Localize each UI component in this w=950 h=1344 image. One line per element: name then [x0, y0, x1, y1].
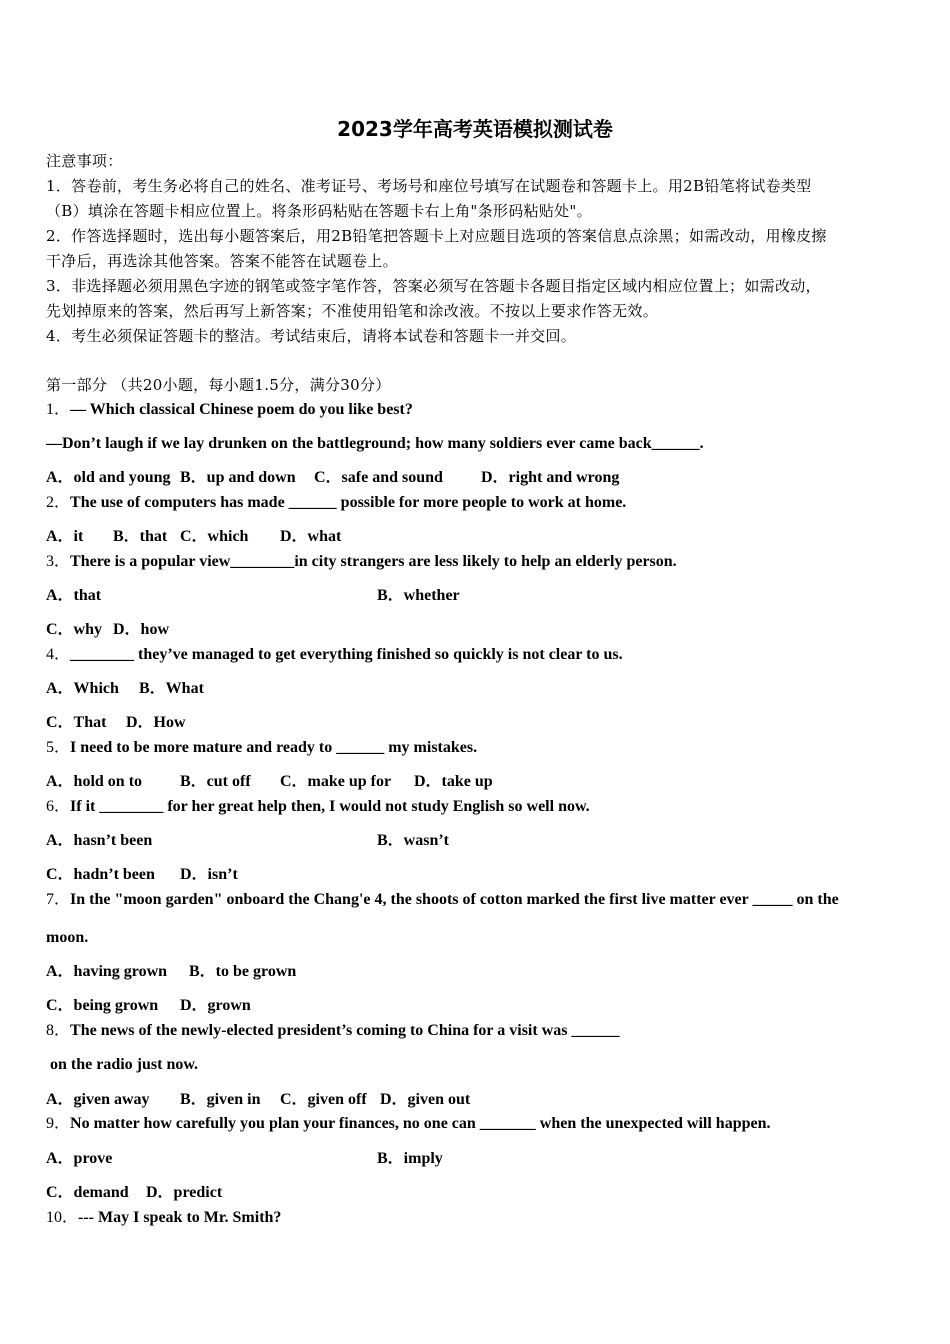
question-9: [46, 1114, 771, 1134]
question-1-line-2: —Don’t laugh if we lay drunken on the battleground; how many soldiers ever came back______.: [46, 435, 704, 452]
question-number: 7．: [46, 891, 71, 908]
option-c[interactable]: C．which: [180, 528, 249, 545]
option-d[interactable]: D．what: [280, 528, 342, 545]
section-heading: 第一部分 （共20小题，每小题1.5分，满分30分）: [46, 376, 391, 394]
option-b[interactable]: B．whether: [377, 587, 460, 604]
option-c[interactable]: C．given off: [280, 1091, 367, 1108]
question-number: 4．: [46, 646, 71, 663]
question-number: 8．: [46, 1022, 71, 1039]
question-number: 5．: [46, 739, 71, 756]
option-d[interactable]: D．predict: [146, 1184, 223, 1201]
option-c[interactable]: C．That: [46, 714, 107, 731]
question-6: [46, 797, 590, 817]
question-8-line-2: on the radio just now.: [50, 1056, 199, 1073]
option-d[interactable]: D．grown: [180, 997, 251, 1014]
option-b[interactable]: B．given in: [180, 1091, 261, 1108]
question-3: [46, 552, 677, 572]
notice-line: 4．考生必须保证答题卡的整洁。考试结束后，请将本试卷和答题卡一并交回。: [46, 327, 577, 345]
question-5: [46, 738, 477, 758]
option-c[interactable]: C．why: [46, 621, 103, 638]
option-d[interactable]: D．How: [126, 714, 186, 731]
option-a[interactable]: A．having grown: [46, 963, 168, 980]
question-7-options-cd: [46, 996, 251, 1016]
question-9-options-cd: [46, 1183, 222, 1203]
option-b[interactable]: B．to be grown: [189, 963, 297, 980]
option-b[interactable]: B．cut off: [180, 773, 251, 790]
option-b[interactable]: B．that: [113, 528, 168, 545]
question-4: [46, 645, 623, 665]
option-d[interactable]: D．isn’t: [180, 866, 238, 883]
question-7-line-2: moon.: [46, 929, 89, 946]
option-b[interactable]: B．imply: [377, 1150, 443, 1167]
option-a[interactable]: A．hasn’t been: [46, 832, 153, 849]
notice-line: （B）填涂在答题卡相应位置上。将条形码粘贴在答题卡右上角"条形码粘贴处"。: [46, 202, 592, 220]
question-1: [46, 400, 413, 420]
question-2-options: [46, 527, 341, 547]
option-a[interactable]: A．it: [46, 528, 84, 545]
option-a[interactable]: A．Which: [46, 680, 119, 697]
notice-line: 1．答卷前，考生务必将自己的姓名、准考证号、考场号和座位号填写在试题卷和答题卡上。用2B铅笔将试卷类型: [46, 177, 812, 195]
option-d[interactable]: D．how: [113, 621, 170, 638]
question-number: 10．: [46, 1209, 79, 1226]
question-number: 9．: [46, 1115, 71, 1132]
question-3-options-cd: [46, 620, 169, 640]
option-a[interactable]: A．given away: [46, 1091, 150, 1108]
question-4-options-ab: [46, 679, 204, 699]
question-number: 2．: [46, 494, 71, 511]
question-stem: The use of computers has made ______ possible for more people to work at home.: [70, 494, 627, 511]
question-1-options: [46, 468, 619, 488]
notice-line: 2．作答选择题时，选出每小题答案后，用2B铅笔把答题卡上对应题目选项的答案信息点涂黑；如需改动，用橡皮擦: [46, 227, 827, 245]
option-c[interactable]: C．being grown: [46, 997, 159, 1014]
question-stem: I need to be more mature and ready to ______ my mistakes.: [70, 739, 478, 756]
question-number: 1．: [46, 401, 71, 418]
page-title: 2023学年高考英语模拟测试卷: [337, 117, 613, 141]
question-stem: No matter how carefully you plan your finances, no one can _______ when the unexpected will happen.: [70, 1115, 771, 1132]
option-b[interactable]: B．wasn’t: [377, 832, 450, 849]
option-d[interactable]: D．right and wrong: [481, 469, 620, 486]
question-stem: The news of the newly-elected president’s coming to China for a visit was ______: [70, 1022, 620, 1039]
question-number: 6．: [46, 798, 71, 815]
option-a[interactable]: A．that: [46, 587, 102, 604]
question-6-options-cd: [46, 865, 238, 885]
option-a[interactable]: A．prove: [46, 1150, 113, 1167]
question-2: [46, 493, 626, 513]
question-stem: In the "moon garden" onboard the Chang'e 4, the shoots of cotton marked the first live matter ever _____ on the: [70, 891, 839, 908]
notice-line: 3．非选择题必须用黑色字迹的钢笔或签字笔作答，答案必须写在答题卡各题目指定区域内相应位置上；如需改动，: [46, 277, 821, 295]
notice-line: 干净后，再选涂其他答案。答案不能答在试题卷上。: [46, 252, 398, 270]
question-stem: — Which classical Chinese poem do you like best?: [70, 401, 413, 418]
question-number: 3．: [46, 553, 71, 570]
question-4-options-cd: [46, 713, 186, 733]
question-10: [46, 1208, 281, 1228]
option-c[interactable]: C．safe and sound: [314, 469, 443, 486]
question-stem: ________ they’ve managed to get everything finished so quickly is not clear to us.: [70, 646, 623, 663]
question-7: [46, 890, 839, 910]
question-5-options: [46, 772, 493, 792]
question-8-options: [46, 1090, 470, 1110]
option-b[interactable]: B．What: [139, 680, 204, 697]
option-a[interactable]: A．old and young: [46, 469, 171, 486]
option-c[interactable]: C．demand: [46, 1184, 129, 1201]
notice-heading: 注意事项：: [46, 152, 123, 170]
option-d[interactable]: D．take up: [414, 773, 493, 790]
notice-line: 先划掉原来的答案，然后再写上新答案；不准使用铅笔和涂改液。不按以上要求作答无效。: [46, 302, 659, 320]
option-c[interactable]: C．hadn’t been: [46, 866, 155, 883]
option-a[interactable]: A．hold on to: [46, 773, 143, 790]
question-stem: --- May I speak to Mr. Smith?: [78, 1209, 282, 1226]
question-7-options-ab: [46, 962, 296, 982]
option-d[interactable]: D．given out: [380, 1091, 471, 1108]
option-c[interactable]: C．make up for: [280, 773, 392, 790]
question-8: [46, 1021, 619, 1041]
option-b[interactable]: B．up and down: [180, 469, 296, 486]
question-stem: There is a popular view________in city strangers are less likely to help an elderly person.: [70, 553, 677, 570]
question-stem: If it ________ for her great help then, I would not study English so well now.: [70, 798, 590, 815]
